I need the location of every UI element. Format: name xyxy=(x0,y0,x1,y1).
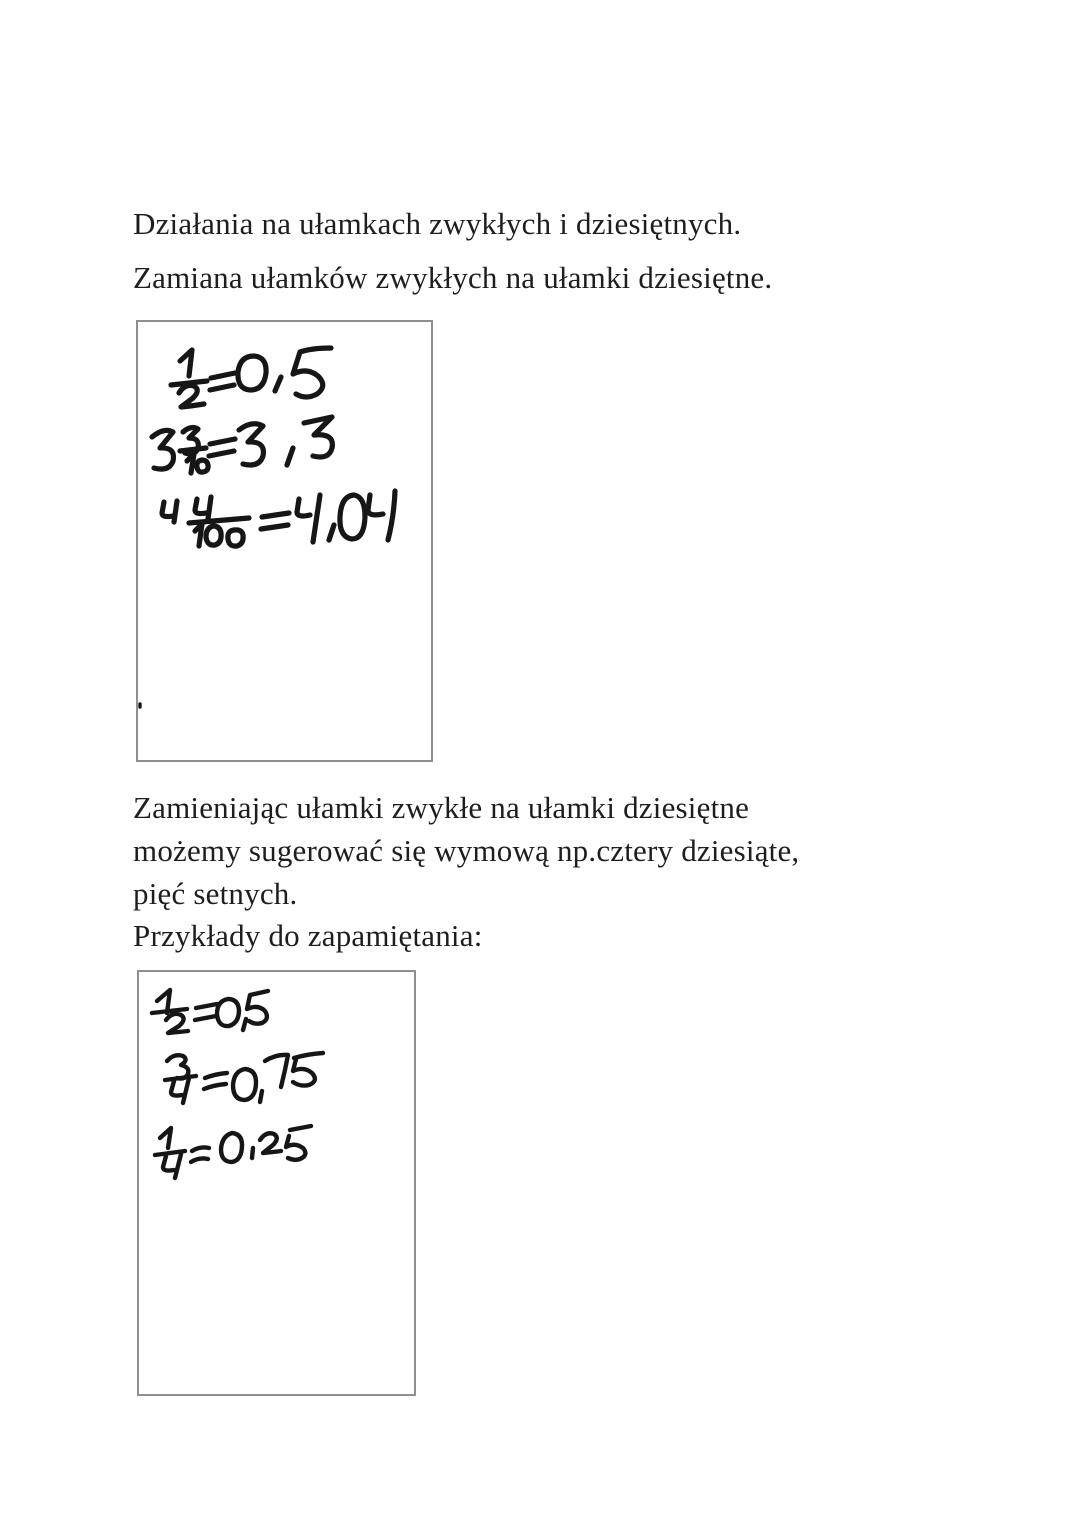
handwritten-eq-1-2-equals-0-5 xyxy=(171,348,331,407)
handwritten-eq-3-4-equals-0-75 xyxy=(165,1053,323,1103)
handwritten-eq-4-4-100-equals-4-04 xyxy=(162,491,395,546)
paragraph-line: pięć setnych. xyxy=(133,876,298,911)
handwritten-examples-box-2 xyxy=(137,970,416,1396)
handwriting-svg-conversions xyxy=(136,320,433,762)
paragraph-line: Zamieniając ułamki zwykłe na ułamki dziesiętne xyxy=(133,790,750,825)
handwritten-eq-3-3-10-equals-3-3 xyxy=(152,417,332,473)
handwritten-eq-1-4-equals-0-25 xyxy=(155,1126,311,1178)
examples-heading: Przykłady do zapamiętania: xyxy=(133,918,483,953)
page-subtitle: Zamiana ułamków zwykłych na ułamki dziesiętne. xyxy=(133,260,773,295)
page-title: Działania na ułamkach zwykłych i dziesiętnych. xyxy=(133,206,742,241)
handwriting-svg-memorize xyxy=(137,970,416,1396)
handwritten-eq-1-2-equals-0-5 xyxy=(152,990,268,1033)
handwritten-examples-box-1 xyxy=(136,320,433,762)
paragraph-line: możemy sugerować się wymową np.cztery dziesiąte, xyxy=(133,833,800,868)
